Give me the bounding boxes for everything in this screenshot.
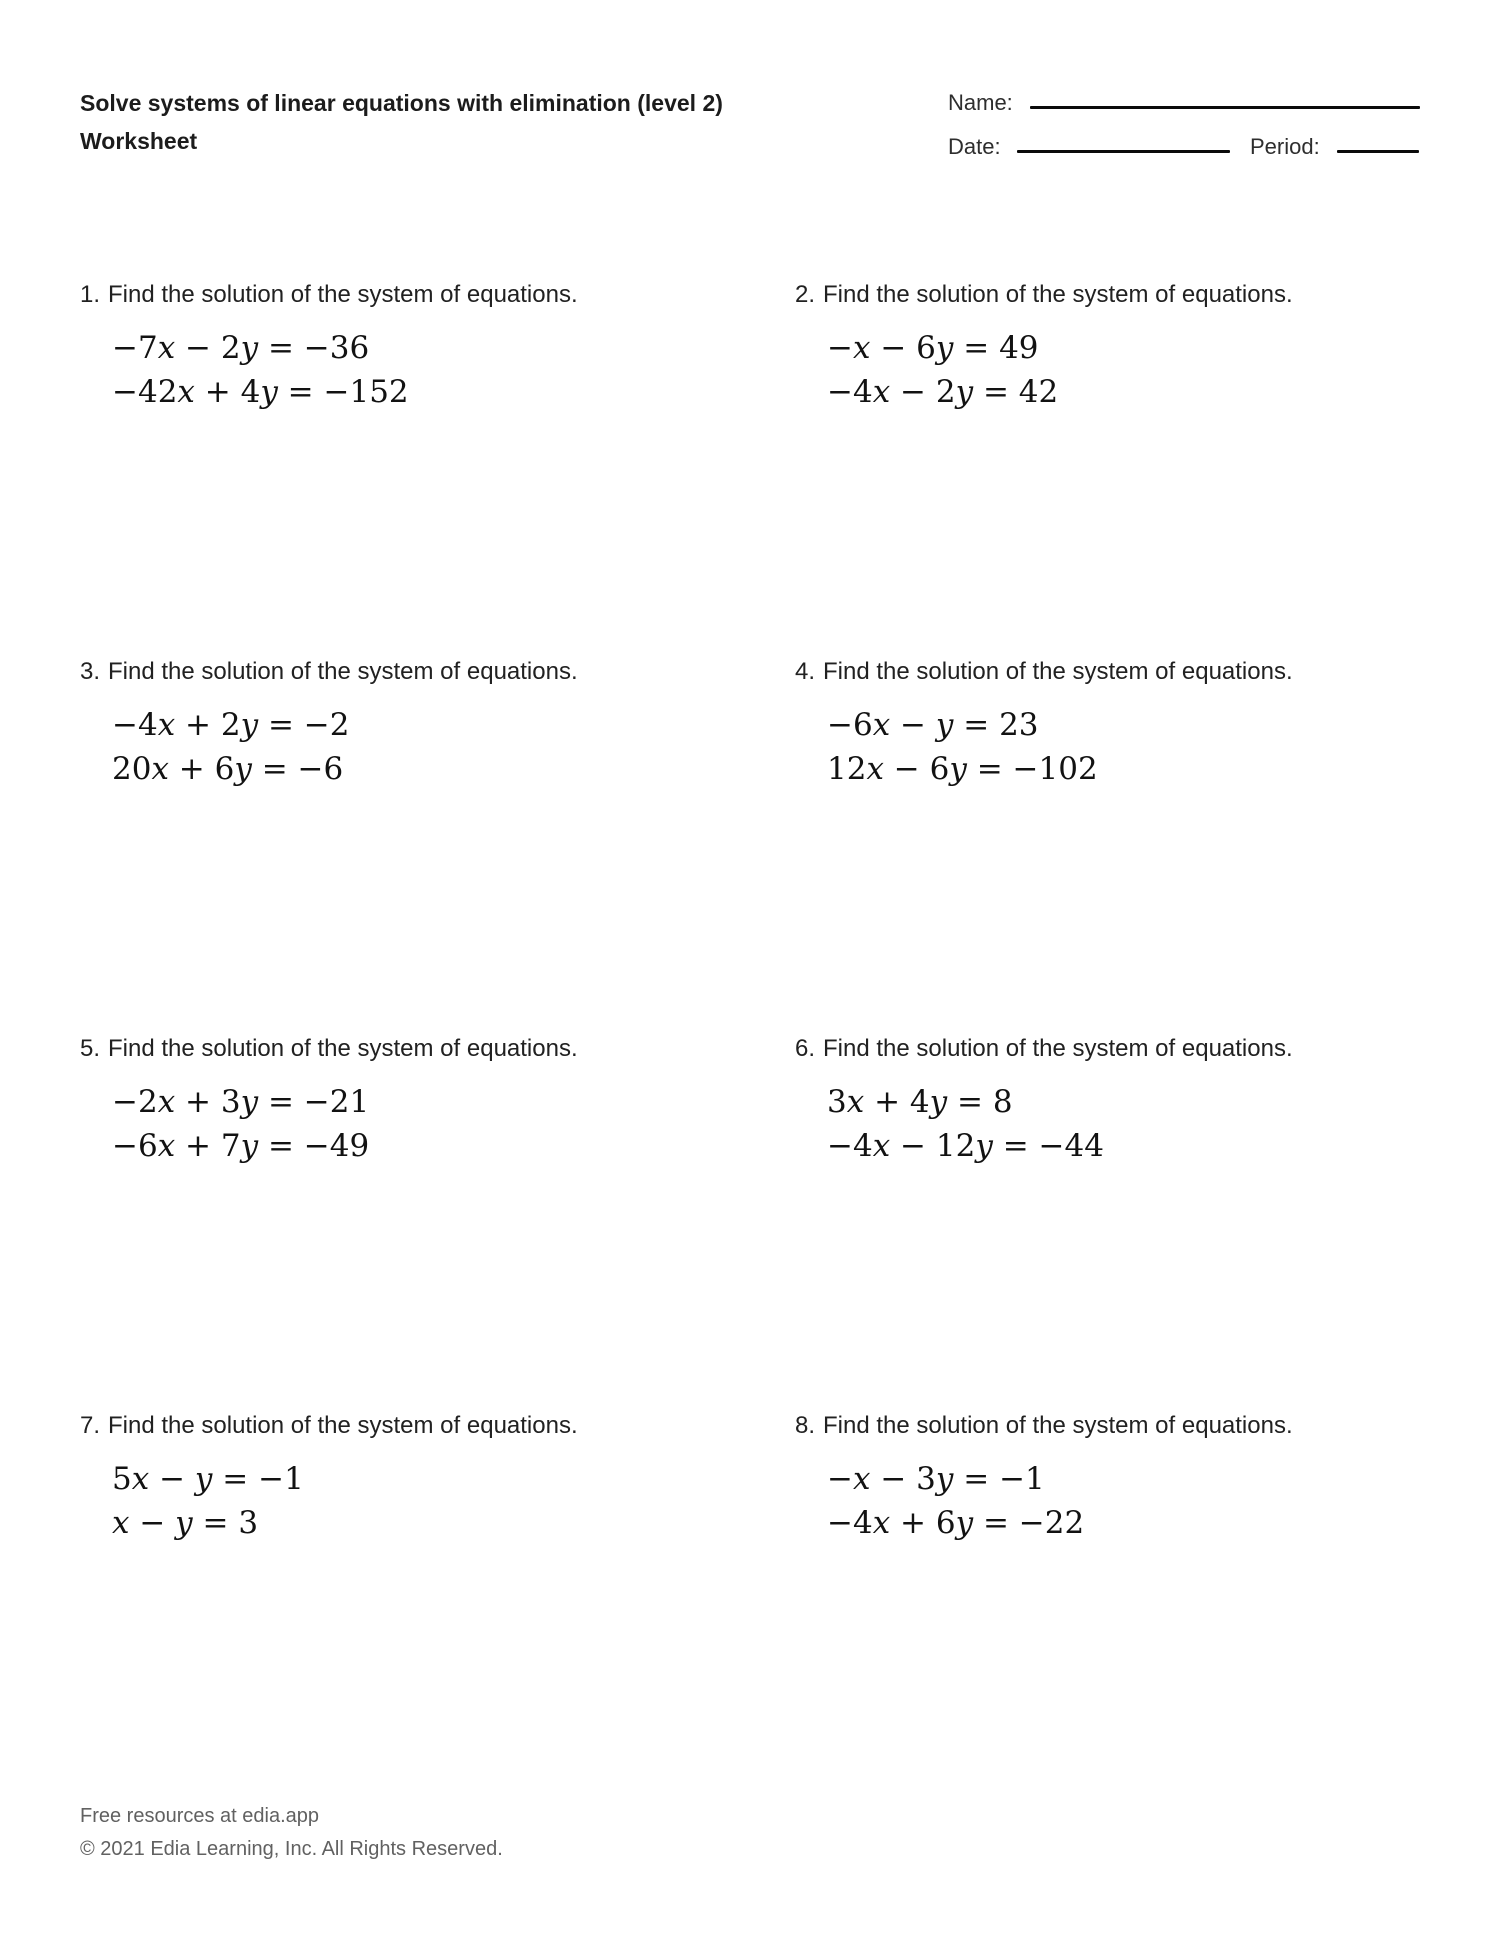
problem-2 xyxy=(795,278,1455,414)
problem-7 xyxy=(80,1409,740,1545)
period-label: Period: xyxy=(1250,134,1320,159)
problem-5-equation-1: −2x + 3y = −21 xyxy=(112,1084,370,1120)
problem-1-prompt xyxy=(80,278,740,312)
problem-1-number: 1. xyxy=(80,281,101,308)
problem-2-equation-1: −x − 6y = 49 xyxy=(827,330,1039,366)
problem-7-equations xyxy=(112,1457,740,1545)
problem-2-prompt-text: Find the solution of the system of equations. xyxy=(823,281,1293,308)
problem-6 xyxy=(795,1032,1455,1168)
problem-5-prompt xyxy=(80,1032,740,1066)
problem-6-equation-1: 3x + 4y = 8 xyxy=(827,1084,1013,1120)
problem-7-number: 7. xyxy=(80,1412,101,1439)
problem-4-prompt-text: Find the solution of the system of equations. xyxy=(823,658,1293,685)
problem-2-number: 2. xyxy=(795,281,816,308)
problem-7-prompt-text: Find the solution of the system of equations. xyxy=(108,1412,578,1439)
problem-1-equation-1: −7x − 2y = −36 xyxy=(112,330,370,366)
problem-3 xyxy=(80,655,740,791)
title-block xyxy=(80,84,723,160)
problem-6-number: 6. xyxy=(795,1035,816,1062)
problem-4-equation-2: 12x − 6y = −102 xyxy=(827,751,1098,787)
problem-1 xyxy=(80,278,740,414)
problem-4-equations xyxy=(827,703,1455,791)
problem-7-equation-2: x − y = 3 xyxy=(112,1505,259,1541)
problem-2-prompt xyxy=(795,278,1455,312)
problem-8-equation-2: −4x + 6y = −22 xyxy=(827,1505,1085,1541)
problem-4-equation-1: −6x − y = 23 xyxy=(827,707,1039,743)
problem-5-equations xyxy=(112,1080,740,1168)
problem-6-prompt-text: Find the solution of the system of equations. xyxy=(823,1035,1293,1062)
problem-3-prompt-text: Find the solution of the system of equations. xyxy=(108,658,578,685)
problem-1-equation-2: −42x + 4y = −152 xyxy=(112,374,409,410)
problem-4 xyxy=(795,655,1455,791)
date-label: Date: xyxy=(948,134,1001,159)
problem-8-prompt-text: Find the solution of the system of equations. xyxy=(823,1412,1293,1439)
problem-3-equation-2: 20x + 6y = −6 xyxy=(112,751,344,787)
problem-8-prompt xyxy=(795,1409,1455,1443)
problem-4-number: 4. xyxy=(795,658,816,685)
problem-1-equations xyxy=(112,326,740,414)
name-blank-line xyxy=(1030,106,1420,109)
problem-8 xyxy=(795,1409,1455,1545)
problem-3-prompt xyxy=(80,655,740,689)
problem-5-equation-2: −6x + 7y = −49 xyxy=(112,1128,370,1164)
date-blank-line xyxy=(1017,150,1230,153)
problem-2-equation-2: −4x − 2y = 42 xyxy=(827,374,1059,410)
problem-3-equation-1: −4x + 2y = −2 xyxy=(112,707,350,743)
problem-6-equation-2: −4x − 12y = −44 xyxy=(827,1128,1104,1164)
problem-6-prompt xyxy=(795,1032,1455,1066)
page-title: Solve systems of linear equations with elimination (level 2) xyxy=(80,90,723,116)
worksheet-subtitle: Worksheet xyxy=(80,128,198,154)
problem-8-equation-1: −x − 3y = −1 xyxy=(827,1461,1045,1497)
problem-1-prompt-text: Find the solution of the system of equations. xyxy=(108,281,578,308)
problem-8-equations xyxy=(827,1457,1455,1545)
footer xyxy=(80,1800,503,1866)
problem-6-equations xyxy=(827,1080,1455,1168)
problem-2-equations xyxy=(827,326,1455,414)
footer-copyright-text: © 2021 Edia Learning, Inc. All Rights Reserved. xyxy=(80,1838,503,1860)
problem-3-equations xyxy=(112,703,740,791)
footer-resources-text: Free resources at edia.app xyxy=(80,1805,320,1827)
problem-5-number: 5. xyxy=(80,1035,101,1062)
problem-5-prompt-text: Find the solution of the system of equations. xyxy=(108,1035,578,1062)
problem-3-number: 3. xyxy=(80,658,101,685)
problem-7-prompt xyxy=(80,1409,740,1443)
period-blank-line xyxy=(1337,150,1419,153)
problem-7-equation-1: 5x − y = −1 xyxy=(112,1461,304,1497)
name-label: Name: xyxy=(948,90,1013,115)
problem-8-number: 8. xyxy=(795,1412,816,1439)
problem-4-prompt xyxy=(795,655,1455,689)
problem-5 xyxy=(80,1032,740,1168)
